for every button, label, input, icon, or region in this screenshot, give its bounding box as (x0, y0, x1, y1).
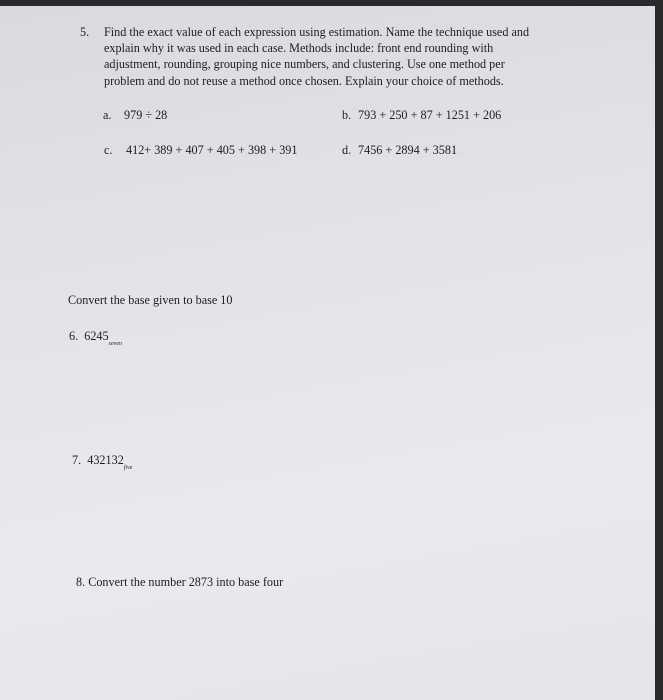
worksheet-page (0, 6, 655, 700)
section-heading: Convert the base given to base 10 (68, 293, 233, 307)
instruction-line: explain why it was used in each case. Methods include: front end rounding with (104, 41, 494, 56)
problem-6-value: 6245 (84, 329, 109, 343)
problem-7 (72, 452, 132, 476)
instruction-line: Find the exact value of each expression using estimation. Name the technique used and (104, 25, 530, 39)
problem-6-base: seven (108, 341, 122, 347)
instruction-line: problem and do not reuse a method once chosen. Explain your choice of methods. (104, 73, 504, 88)
problem-7-base: five (123, 465, 133, 471)
part-b-expression: 793 + 250 + 87 + 1251 + 206 (358, 108, 502, 122)
part-a-label: a. (103, 108, 112, 122)
problem-7-number: 7. (72, 453, 82, 467)
problem-5-number: 5. (80, 25, 90, 39)
instruction-line: adjustment, rounding, grouping nice numbers, and clustering. Use one method per (104, 57, 505, 72)
problem-5-instructions (104, 24, 594, 89)
part-d-expression: 7456 + 2894 + 3581 (358, 143, 458, 157)
part-c-label: c. (104, 143, 113, 157)
problem-6 (69, 328, 122, 352)
problem-7-value: 432132 (87, 453, 124, 467)
problem-8: 8. Convert the number 2873 into base four (76, 575, 284, 589)
part-b-label: b. (342, 108, 352, 122)
problem-6-number: 6. (69, 329, 79, 343)
part-d-label: d. (342, 143, 352, 157)
part-a-expression: 979 ÷ 28 (124, 108, 168, 122)
part-c-expression: 412+ 389 + 407 + 405 + 398 + 391 (126, 143, 298, 157)
